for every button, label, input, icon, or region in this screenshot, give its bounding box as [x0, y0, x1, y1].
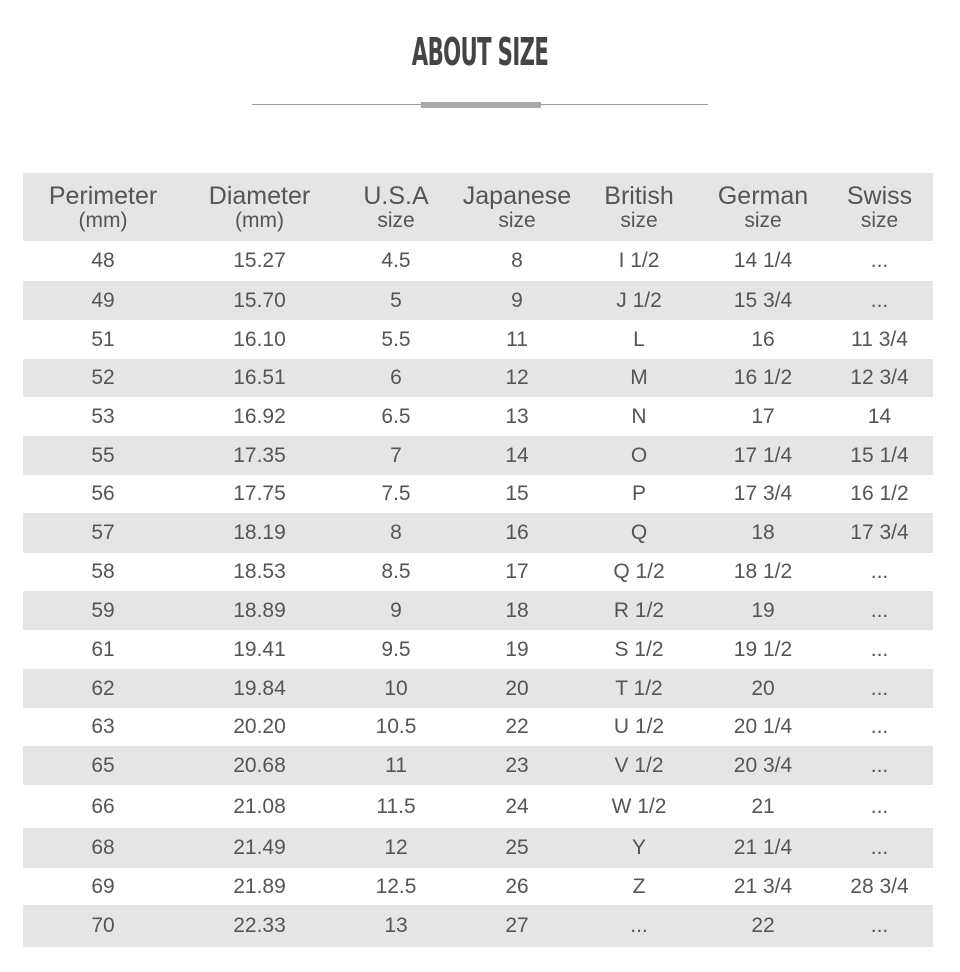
- title-accent-bar: [421, 102, 541, 108]
- table-cell-swiss: 16 1/2: [850, 482, 909, 505]
- table-cell-usa: 6.5: [381, 404, 411, 428]
- table-row: [23, 241, 933, 281]
- table-cell-swiss: ...: [870, 560, 889, 583]
- table-cell-perimeter: 61: [91, 637, 115, 661]
- table-row: [23, 828, 933, 868]
- table-cell-perimeter: 51: [91, 327, 115, 351]
- table-cell-british: U 1/2: [613, 715, 665, 738]
- table-cell-japanese: 19: [505, 637, 529, 661]
- table-cell-perimeter: 53: [91, 404, 115, 428]
- table-cell-perimeter: 52: [91, 366, 115, 389]
- table-cell-diameter: 15.27: [233, 249, 286, 272]
- table-cell-german: 21: [751, 794, 775, 818]
- table-cell-japanese: 20: [505, 676, 529, 700]
- table-cell-diameter: 16.92: [233, 404, 286, 428]
- table-cell-swiss: ...: [870, 249, 889, 272]
- table-cell-diameter: 21.08: [233, 794, 286, 818]
- table-header: [23, 173, 933, 241]
- table-cell-usa: 6: [390, 366, 402, 389]
- table-cell-british: N: [631, 404, 647, 428]
- table-cell-perimeter: 69: [91, 874, 115, 898]
- table-row: [23, 785, 933, 828]
- table-cell-perimeter: 70: [91, 914, 115, 937]
- table-cell-british: J 1/2: [616, 288, 662, 312]
- table-cell-diameter: 17.75: [233, 482, 286, 505]
- column-header-swiss: [826, 173, 933, 241]
- table-cell-japanese: 18: [505, 598, 529, 622]
- table-cell-diameter: 18.89: [233, 598, 286, 622]
- table-cell-diameter: 16.51: [233, 366, 286, 389]
- table-header-row: [23, 173, 933, 241]
- column-header-british: [578, 173, 700, 241]
- table-cell-japanese: 26: [505, 874, 529, 898]
- column-header-unit: (mm): [78, 208, 128, 232]
- table-cell-german: 19 1/2: [733, 637, 793, 661]
- table-cell-usa: 7: [390, 443, 402, 467]
- table-cell-perimeter: 57: [91, 521, 115, 544]
- table-cell-german: 19: [751, 598, 775, 622]
- table-cell-perimeter: 62: [91, 676, 115, 700]
- column-header-diameter: [183, 173, 336, 241]
- table-cell-diameter: 20.68: [233, 753, 286, 777]
- table-cell-swiss: ...: [870, 715, 889, 738]
- ring-size-table: [23, 173, 933, 947]
- table-cell-usa: 11.5: [376, 794, 416, 818]
- table-cell-japanese: 27: [505, 914, 529, 937]
- table-cell-german: 16 1/2: [733, 366, 793, 389]
- column-header-unit: size: [860, 208, 899, 232]
- column-header-title: U.S.A: [363, 181, 429, 210]
- column-header-usa: [336, 173, 456, 241]
- table-cell-british: Q 1/2: [613, 560, 665, 583]
- table-cell-german: 21 3/4: [733, 874, 793, 898]
- table-cell-japanese: 9: [511, 288, 523, 312]
- table-cell-swiss: 17 3/4: [850, 521, 909, 544]
- table-cell-usa: 12: [384, 836, 408, 859]
- table-cell-perimeter: 65: [91, 753, 115, 777]
- table-cell-perimeter: 49: [91, 288, 115, 312]
- table-cell-perimeter: 55: [91, 443, 115, 467]
- table-cell-usa: 11: [385, 753, 407, 777]
- table-cell-diameter: 18.53: [233, 560, 286, 583]
- table-cell-swiss: ...: [870, 914, 889, 937]
- table-cell-japanese: 16: [505, 521, 529, 544]
- table-cell-british: O: [630, 443, 648, 467]
- table-cell-swiss: 28 3/4: [850, 874, 909, 898]
- table-cell-japanese: 23: [505, 753, 529, 777]
- column-header-unit: size: [620, 208, 658, 232]
- table-cell-swiss: 11 3/4: [851, 327, 908, 351]
- table-cell-swiss: 14: [867, 404, 892, 428]
- table-body: [23, 241, 933, 947]
- table-cell-perimeter: 48: [91, 249, 115, 272]
- column-header-title: Diameter: [208, 181, 311, 210]
- table-cell-japanese: 12: [505, 366, 529, 389]
- table-cell-usa: 10.5: [375, 715, 417, 738]
- table-cell-japanese: 13: [505, 404, 529, 428]
- column-header-title: British: [604, 181, 674, 210]
- table-cell-german: 18: [751, 521, 775, 544]
- table-cell-german: 14 1/4: [733, 249, 793, 272]
- table-cell-german: 17 3/4: [733, 482, 793, 505]
- table-cell-german: 20 3/4: [733, 753, 793, 777]
- table-cell-diameter: 19.41: [233, 637, 286, 661]
- column-header-title: Swiss: [846, 181, 913, 210]
- table-cell-perimeter: 63: [91, 715, 115, 738]
- column-header-german: [700, 173, 826, 241]
- table-cell-british: V 1/2: [614, 753, 664, 777]
- table-cell-japanese: 8: [511, 249, 523, 272]
- table-cell-usa: 9: [390, 598, 402, 622]
- table-cell-usa: 7.5: [381, 482, 411, 505]
- table-row: [23, 475, 933, 513]
- column-header-unit: size: [377, 208, 415, 232]
- table-cell-diameter: 17.35: [233, 443, 286, 467]
- table-cell-diameter: 15.70: [233, 288, 286, 312]
- table-row: [23, 868, 933, 905]
- table-cell-swiss: 12 3/4: [850, 366, 909, 389]
- table-cell-japanese: 24: [505, 794, 529, 818]
- table-cell-british: T 1/2: [615, 676, 663, 700]
- table-cell-usa: 8.5: [381, 560, 411, 583]
- table-cell-british: I 1/2: [618, 249, 660, 272]
- table-cell-british: ...: [630, 914, 648, 937]
- column-header-title: German: [717, 181, 809, 210]
- table-row: [23, 397, 933, 436]
- table-row: [23, 281, 933, 320]
- table-row: [23, 905, 933, 947]
- table-cell-german: 21 1/4: [733, 836, 793, 859]
- table-cell-swiss: 15 1/4: [850, 443, 909, 467]
- table-cell-british: W 1/2: [611, 794, 667, 818]
- table-cell-british: Y: [631, 836, 646, 859]
- column-header-title: Japanese: [462, 181, 572, 210]
- table-cell-british: R 1/2: [613, 598, 665, 622]
- table-cell-diameter: 16.10: [233, 327, 286, 351]
- table-cell-german: 17 1/4: [733, 443, 793, 467]
- table-cell-swiss: ...: [870, 637, 889, 661]
- table-row: [23, 708, 933, 746]
- column-header-perimeter: [23, 173, 183, 241]
- column-header-unit: size: [744, 208, 782, 232]
- table-cell-japanese: 14: [505, 443, 529, 467]
- table-cell-british: L: [633, 327, 645, 351]
- table-row: [23, 591, 933, 630]
- table-cell-japanese: 11: [506, 327, 528, 351]
- table-cell-perimeter: 59: [91, 598, 115, 622]
- table-cell-diameter: 18.19: [233, 521, 286, 544]
- table-cell-german: 20: [751, 676, 775, 700]
- table-cell-usa: 5: [390, 288, 402, 312]
- table-cell-german: 22: [751, 914, 775, 937]
- table-cell-swiss: ...: [870, 676, 889, 700]
- table-cell-usa: 4.5: [381, 249, 411, 272]
- table-cell-usa: 13: [384, 914, 408, 937]
- column-header-title: Perimeter: [48, 181, 158, 210]
- table-row: [23, 630, 933, 669]
- page-title: ABOUT SIZE: [411, 30, 549, 74]
- table-cell-usa: 8: [390, 521, 402, 544]
- table-cell-perimeter: 58: [91, 560, 115, 583]
- table-cell-german: 17: [751, 404, 775, 428]
- table-cell-diameter: 22.33: [233, 914, 286, 937]
- column-header-unit: (mm): [235, 208, 284, 232]
- table-row: [23, 553, 933, 591]
- table-cell-swiss: ...: [870, 836, 889, 859]
- table-cell-british: M: [630, 366, 648, 389]
- table-cell-swiss: ...: [870, 794, 889, 818]
- table-cell-usa: 9.5: [381, 637, 411, 661]
- table-cell-british: Z: [632, 874, 646, 898]
- table-cell-british: S 1/2: [614, 637, 664, 661]
- table-cell-japanese: 17: [505, 560, 529, 583]
- table-row: [23, 359, 933, 397]
- table-cell-diameter: 20.20: [233, 715, 286, 738]
- table-cell-german: 16: [751, 327, 775, 351]
- table-row: [23, 320, 933, 359]
- table-cell-japanese: 15: [505, 482, 529, 505]
- table-cell-german: 20 1/4: [733, 715, 793, 738]
- table-row: [23, 746, 933, 785]
- table-cell-perimeter: 68: [91, 836, 115, 859]
- table-cell-perimeter: 66: [91, 794, 115, 818]
- table-cell-swiss: ...: [870, 288, 889, 312]
- table-cell-diameter: 21.89: [233, 874, 286, 898]
- table-cell-british: P: [631, 482, 646, 505]
- table-cell-british: Q: [630, 521, 648, 544]
- table-cell-japanese: 25: [505, 836, 529, 859]
- column-header-japanese: [456, 173, 578, 241]
- table-cell-german: 15 3/4: [733, 288, 793, 312]
- table-cell-usa: 10: [384, 676, 408, 700]
- table-cell-japanese: 22: [505, 715, 529, 738]
- table-cell-german: 18 1/2: [733, 560, 793, 583]
- table-cell-usa: 12.5: [375, 874, 417, 898]
- column-header-unit: size: [498, 208, 536, 232]
- table-cell-diameter: 21.49: [233, 836, 286, 859]
- table-cell-perimeter: 56: [91, 482, 115, 505]
- table-cell-diameter: 19.84: [233, 676, 286, 700]
- table-cell-swiss: ...: [870, 598, 889, 622]
- table-cell-swiss: ...: [870, 753, 889, 777]
- table-row: [23, 436, 933, 475]
- table-row: [23, 513, 933, 553]
- table-row: [23, 669, 933, 708]
- table-cell-usa: 5.5: [381, 327, 411, 351]
